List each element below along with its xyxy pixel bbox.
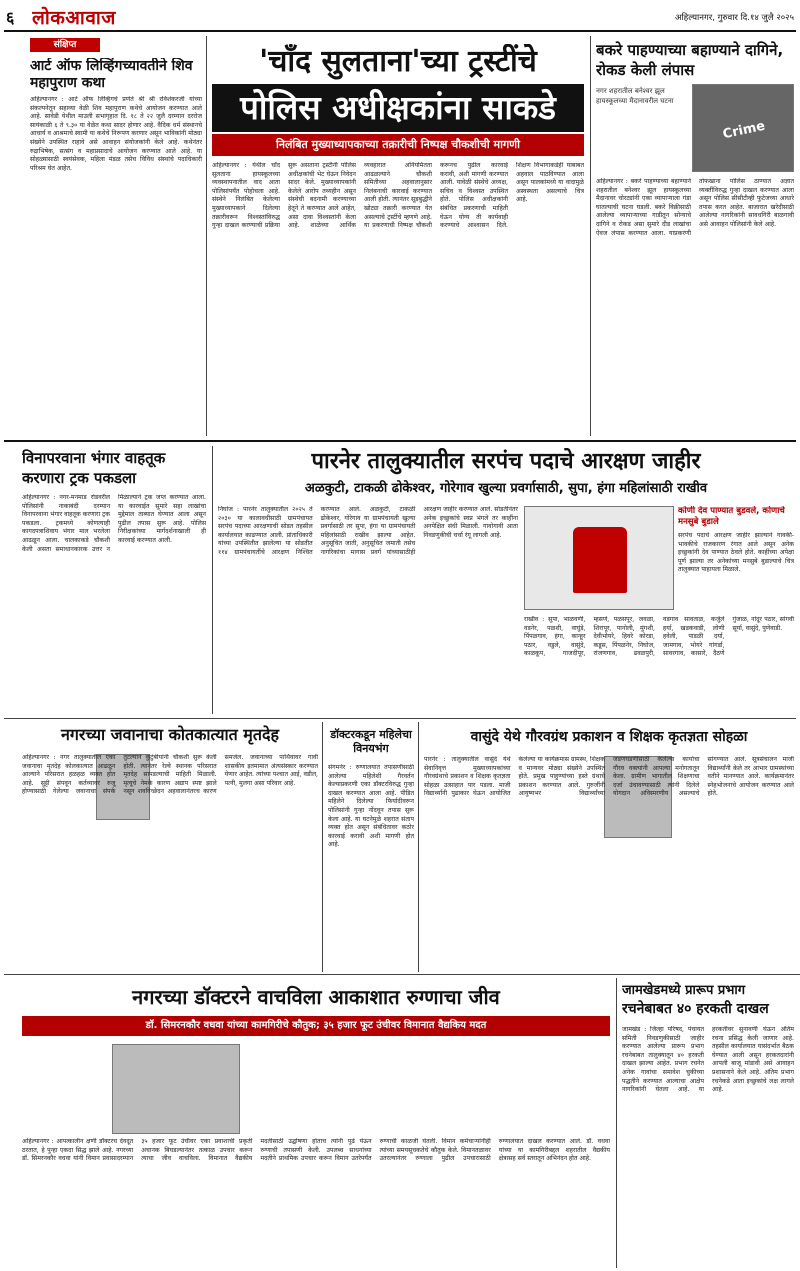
column-rule xyxy=(616,978,617,1268)
chair-icon xyxy=(573,527,627,593)
column-rule xyxy=(590,36,591,436)
section-rule xyxy=(4,440,796,442)
right-top-body: अहिल्यानगर : बकरे पाहण्याच्या बहाण्याने शहरातील बनेश्वर झूल हायस्कूलच्या मैदानावर चोरट्यांनी एका व्यापाऱ्याला गंडा घातल्याची घटना घडली. बकरे विक्रीसाठी आलेल्या व्यापाऱ्याच्या गाडीतून सोन्याचे दागिने व रोकड असा सुमारे दीड लाखांचा ऐवज लंपास करण्यात आला. याप्रकरणी तोफखाना पोलिस ठाण्यात अज्ञात व्यक्तींविरुद्ध गुन्हा दाखल करण्यात आला असून पोलिस सीसीटीव्ही फुटेजच्या आधारे तपास करत आहेत. बाजारात खरेदीसाठी आलेल्या नागरिकांनी सावधगिरी बाळगावी असे आवाहन पोलिसांनी केले आहे. xyxy=(596,178,794,237)
sankshipt-headline: आर्ट ऑफ लिव्हिंगच्यावतीने शिव महापुराण कथा xyxy=(30,58,193,91)
jawan-headline: नगरच्या जवानाचा कोतकात्यात मृतदेह xyxy=(61,725,279,744)
doctor-body: संगमनेर : रुग्णालयात तपासणीसाठी आलेल्या महिलेशी गैरवर्तन केल्याप्रकरणी एका डॉक्टरविरुद्ध गुन्हा दाखल करण्यात आला आहे. पीडित महिलेने दिलेल्या फिर्यादीवरून पोलिसांनी गुन्हा नोंदवून तपास सुरू केला आहे. या घटनेमुळे शहरात संताप व्यक्त होत असून संबंधितावर कठोर कारवाई करावी अशी मागणी होत आहे. xyxy=(328,764,414,849)
page-number: ६ xyxy=(6,8,15,27)
reservation-headline: पारनेर तालुक्यातील सरपंच पदाचे आरक्षण जाहीर xyxy=(311,449,701,474)
jamkhed-headline-2: रचनेबाबत ४० हरकती दाखल xyxy=(622,1001,769,1017)
reservation-body: निघोज : पारनेर तालुक्यातील २०२५ ते २०३० या कालावधीसाठी ग्रामपंचायत सरपंच पदाच्या आरक्षणाची सोडत तहसील कार्यालयात काढण्यात आली. प्रांताधिकारी यांच्या उपस्थितीत झालेल्या या सोडतीत ११४ ग्रामपंचायतींचे आरक्षण निश्चित करण्यात आले. अळकुटी, टाकळी ढोकेश्वर, गोरेगाव या ग्रामपंचायती खुल्या प्रवर्गासाठी तर सुपा, हंगा या ग्रामपंचायती महिलांसाठी राखीव झाल्या आहेत. अनुसूचित जाती, अनुसूचित जमाती तसेच नागरिकांचा मागास प्रवर्ग यांच्यासाठीही आरक्षण जाहीर करण्यात आले. सोडतीनंतर अनेक इच्छुकांचे स्वप्न भंगले तर काहींना अनपेक्षित संधी मिळाली. गावोगावी आता निवडणुकीची चर्चा रंगू लागली आहे. xyxy=(218,506,518,556)
aircraft-body: अहिल्यानगर : आपत्कालीन क्षणी डॉक्टरच देवदूत ठरतात, हे पुन्हा एकदा सिद्ध झाले आहे. नगरच्या डॉ. सिमरनकौर वधवा यांनी विमान प्रवासादरम्यान ३५ हजार फूट उंचीवर एका प्रवाशाची प्रकृती अचानक बिघडल्यानंतर तत्काळ उपचार करून त्याचा जीव वाचविला. विमानात वैद्यकीय मदतीसाठी उद्घोषणा होताच त्यांनी पुढे येऊन रुग्णाची तपासणी केली. उपलब्ध साधनांच्या मदतीने प्राथमिक उपचार करून विमान उतरेपर्यंत रुग्णाची काळजी घेतली. विमान कर्मचाऱ्यांनीही त्यांच्या समयसूचकतेचे कौतुक केले. विमानतळावर उतरल्यानंतर रुग्णाला पुढील उपचारासाठी रुग्णालयात दाखल करण्यात आले. डॉ. वधवा यांच्या या कामगिरीबद्दल शहरातील वैद्यकीय क्षेत्रासह सर्व स्तरातून अभिनंदन होत आहे. xyxy=(22,1138,610,1163)
section-rule xyxy=(4,718,796,719)
lead-body: अहिल्यानगर : येथील चाँद सुलताना हायस्कूलच्या व्यवस्थापनातील वाद आता पोलिसांपर्यंत पोहोचला आहे. संस्थेने निलंबित केलेल्या मुख्याध्यापकाने दिलेल्या तक्रारीवरून विश्वस्तांविरुद्ध गुन्हा दाखल करण्याची प्रक्रिया सुरू असताना ट्रस्टींनी पोलिस अधीक्षकांची भेट घेऊन निवेदन सादर केले. मुख्याध्यापकांनी केलेले आरोप तथ्यहीन असून संस्थेची बदनामी करण्याच्या हेतूने ते करण्यात आले आहेत, असा दावा विश्वस्तांनी केला आहे. शाळेच्या आर्थिक व्यवहारात अनियमितता आढळल्याने चौकशी समितीच्या अहवालानुसार निलंबनाची कारवाई करण्यात आली होती. त्यानंतर सूडबुद्धीने खोट्या तक्रारी करण्यात येत असल्याचे ट्रस्टींचे म्हणणे आहे. या प्रकरणाची निष्पक्ष चौकशी करूनच पुढील कारवाई करावी, अशी मागणी करण्यात आली. यावेळी संस्थेचे अध्यक्ष, सचिव व विश्वस्त उपस्थित होते. पोलिस अधीक्षकांनी संबंधित प्रकरणाची माहिती घेऊन योग्य ती कार्यवाही करण्याचे आश्वासन दिले. शिक्षण विभागाकडेही याबाबत अहवाल पाठविण्यात आला असून पालकांमध्ये या वादामुळे अस्वस्थता असल्याचे चित्र आहे. xyxy=(212,162,584,230)
crime-photo xyxy=(692,84,794,172)
sohala-body: पारनेर : तालुक्यातील वासुंदे येथे सेवानिवृत्त मुख्याध्यापकांच्या गौरवग्रंथाचे प्रकाशन व शिक्षक कृतज्ञता सोहळा उत्साहात पार पडला. माजी विद्यार्थ्यांनी पुढाकार घेऊन आयोजित केलेल्या या कार्यक्रमास ग्रामस्थ, शिक्षक व मान्यवर मोठ्या संख्येने उपस्थित होते. प्रमुख पाहुण्यांच्या हस्ते ग्रंथाचे प्रकाशन करण्यात आले. गुरुजींनी आयुष्यभर विद्यार्थ्यांच्या जडणघडणीसाठी केलेल्या कार्याचा गौरव वक्त्यांनी आपल्या मनोगतातून केला. ग्रामीण भागातील शिक्षणाचा दर्जा उंचावण्यासाठी त्यांनी दिलेले योगदान अविस्मरणीय असल्याचे सांगण्यात आले. सूत्रसंचालन माजी विद्यार्थ्यांनी केले तर आभार ग्रामस्थांच्या वतीने मानण्यात आले. कार्यक्रमानंतर स्नेहभोजनाचे आयोजन करण्यात आले होते. xyxy=(424,756,794,798)
doctor-headline: डॉक्टरकडून महिलेचा विनयभंग xyxy=(330,728,412,755)
right-top-headline: बकरे पाहण्याच्या बहाण्याने दागिने, रोकड केली लंपास xyxy=(596,41,784,79)
sankshipt-label: संक्षिप्त xyxy=(30,38,100,52)
lead-headline-2: पोलिस अधीक्षकांना साकडे xyxy=(212,84,584,132)
aircraft-subhead: डॉ. सिमरनकौर वधवा यांच्या कामगिरीचे कौतुक; ३५ हजार फूट उंचीवर विमानात वैद्यकिय मदत xyxy=(22,1016,610,1036)
reservation-lists: राखीव : सुपा, भाळवणी, वडनेर, पळशी, वाघुंडे, पिंपळगाव, हंगा, कान्हूर पठार, वडुले, वासुंदे, काळकूप, गाजदीपूर, म्हसणे, पळसपूर, जवळा, शिरापूर, पानोली, मुंगशी, देवीभोयरे, हिवरे कोरडा, कडूस, पिंपळनेर, निघोज, रांजणगाव, ढवळपुरी, वडगाव सावताळ, कर्जुले हर्या, खडकवाडी, लोणी हवेली, पाडळी दर्या, जामगाव, भोयरे गांगर्डा, सावरगाव, कासारे, दैठणे गुंजाळ, नांदूर पठार, सांगवी सूर्या, वासुंदे, पुणेवाडी. xyxy=(524,616,794,658)
aircraft-headline: नगरच्या डॉक्टरने वाचविला आकाशात रुग्णाचा जीव xyxy=(132,985,500,1009)
masthead-logo: लोकआवाज xyxy=(32,7,116,29)
jamkhed-headline-1: जामखेडमध्ये प्रारूप प्रभाग xyxy=(622,983,746,998)
sarpanch-cartoon xyxy=(524,506,674,610)
reservation-box-headline: कोणी देव पाण्यात बुडवले, कोणाचे मनसुबे बुडाले xyxy=(678,506,785,527)
truck-headline: विनापरवाना भंगार वाहतूक करणारा ट्रक पकडला xyxy=(22,449,166,487)
reservation-box-body: सरपंच पदाचे आरक्षण जाहीर झाल्याने गावकी-भावकीचे राजकारण रंगात आले असून अनेक इच्छुकांनी देव पाण्यात ठेवले होते. काहींच्या अपेक्षा पूर्ण झाल्या तर अनेकांच्या मनसुबे बुडाल्याचे चित्र तालुक्यात पाहायला मिळाले. xyxy=(678,532,794,574)
masthead-rule xyxy=(4,30,796,32)
jamkhed-body: जामखेड : जिल्हा परिषद, पंचायत समिती निवडणुकीसाठी जाहीर करण्यात आलेल्या प्रारूप प्रभाग रचनेबाबत तालुक्यातून ४० हरकती दाखल झाल्या आहेत. प्रभाग रचनेत अनेक गावांचा समावेश चुकीच्या पद्धतीने करण्यात आल्याचा आक्षेप नागरिकांनी घेतला आहे. या हरकतींवर सुनावणी घेऊन अंतिम रचना प्रसिद्ध केली जाणार आहे. तहसील कार्यालयात यासंदर्भात बैठक घेण्यात आली असून हरकतदारांनी आपली बाजू मांडावी असे आवाहन प्रशासनाने केले आहे. अंतिम प्रभाग रचनेकडे आता इच्छुकांचे लक्ष लागले आहे. xyxy=(622,1026,794,1094)
dateline: अहिल्यानगर, गुरुवार दि.१४ जुलै २०२५ xyxy=(675,13,794,23)
column-rule xyxy=(322,722,323,972)
lead-headline-1: 'चाँद सुलताना'च्या ट्रस्टींचे xyxy=(259,44,537,79)
right-top-bullet: नगर शहरातील बनेश्वर झूल हायस्कूलच्या मैदानावरील घटना xyxy=(596,87,674,105)
reservation-subhead: अळकुटी, टाकळी ढोकेश्वर, गोरेगाव खुल्या प्रवर्गासाठी, सुपा, हंगा महिलांसाठी राखीव xyxy=(304,481,708,496)
sankshipt-body: अहिल्यानगर : आर्ट ऑफ लिव्हिंगचे प्रणेते श्री श्री रविशंकरजी यांच्या संकल्पनेतून सहाव्या वेळी शिव महापुराण कथेचे आयोजन करण्यात आले आहे. सावेडी येथील माउली सभागृहात दि. १८ ते २२ जुलै दरम्यान दररोज सायंकाळी ६ ते ९.३० या वेळेत कथा सादर होणार आहे. वैदिक धर्म संस्थानचे आचार्य व आश्रमाचे स्वामी या कथेचे निरूपण करणार असून भाविकांनी मोठ्या संख्येने उपस्थित राहावे असे आवाहन संयोजकांनी केले आहे. कथेनंतर रुद्राभिषेक, सत्संग व महाप्रसादाचे आयोजन करण्यात आले आहे. या सोहळ्यासाठी स्वयंसेवक, महिला मंडळ तसेच विविध संस्थांचे पदाधिकारी परिश्रम घेत आहेत. xyxy=(30,96,202,172)
column-rule xyxy=(212,446,213,714)
truck-body: अहिल्यानगर : नगर-मनमाड रोडवरील पोलिसांनी नाकाबंदी दरम्यान विनापरवाना भंगार वाहतूक करणारा ट्रक पकडला. ट्रकमध्ये कोणत्याही कागदपत्राशिवाय भंगार माल भरलेला आढळून आला. चालकाकडे चौकशी केली असता समाधानकारक उत्तर न मिळाल्याने ट्रक जप्त करण्यात आला. या कारवाईत सुमारे सहा लाखांचा मुद्देमाल ताब्यात घेण्यात आला असून पुढील तपास सुरू आहे. पोलिस निरीक्षकांच्या मार्गदर्शनाखाली ही कारवाई करण्यात आली. xyxy=(22,494,206,553)
section-rule xyxy=(4,974,800,975)
column-rule xyxy=(418,722,419,972)
doctor-photo xyxy=(112,1044,240,1134)
crime-photo-label: Crime xyxy=(721,118,767,143)
lead-subhead: निलंबित मुख्याध्यापकाच्या तक्रारीची निष्पक्ष चौकशीची मागणी xyxy=(212,134,584,156)
sohala-headline: वासुंदे येथे गौरवग्रंथ प्रकाशन व शिक्षक कृतज्ञता सोहळा xyxy=(470,729,748,745)
jawan-body: अहिल्यानगर : नगर तालुक्यातील एका जवानाचा मृतदेह कोलकात्यात आढळून आल्याने परिसरात हळहळ व्यक्त होत आहे. सुट्टी संपवून कर्तव्यावर रुजू होण्यासाठी गेलेल्या जवानाचा संपर्क तुटल्याने कुटुंबीयांनी चौकशी सुरू केली होती. त्यानंतर रेल्वे स्थानक परिसरात मृतदेह सापडल्याची माहिती मिळाली. मृत्यूचे नेमके कारण अद्याप स्पष्ट झाले नसून शवविच्छेदन अहवालानंतरच कारण समजेल. जवानाच्या पार्थिवावर गावी शासकीय इतमामात अंत्यसंस्कार करण्यात येणार आहेत. त्यांच्या पश्चात आई, वडील, पत्नी, मुलगा असा परिवार आहे. xyxy=(22,754,318,796)
column-rule xyxy=(206,36,207,436)
